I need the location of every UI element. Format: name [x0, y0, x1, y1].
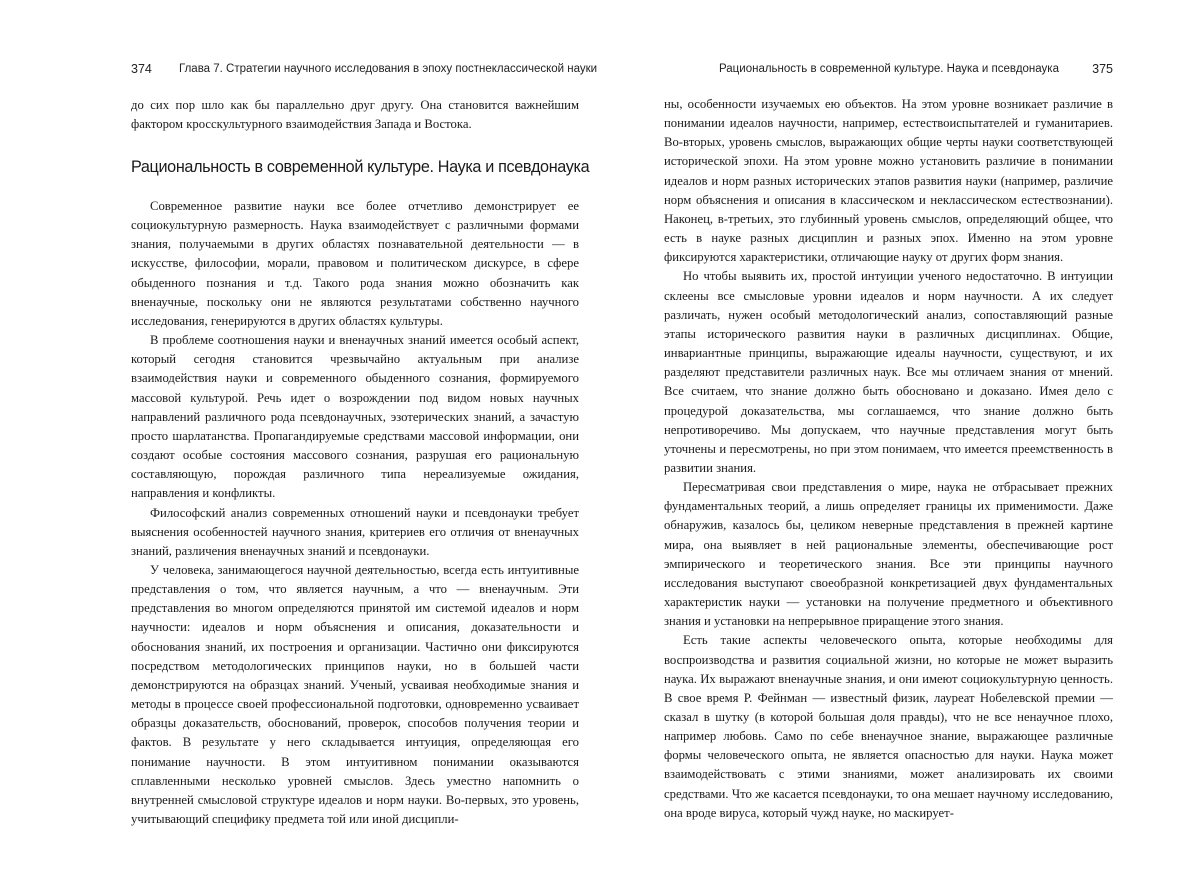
left-page-opening-text	[131, 96, 579, 134]
paragraph: Философский анализ современных отношений науки и псевдонауки требует выяснения особенностей научного знания, критериев его отличия от вненаучных знаний, различения вненаучных знаний и псевдонауки.	[131, 505, 579, 558]
continued-paragraph: ны, особенности изучаемых ею объектов. На этом уровне возникает различие в понимании идеалов научности, например, естествоиспытателей и гуманитариев. Во-вторых, уровень смыслов, выражающих общие черты науки соответствующей исторической эпохи. На этом уровне можно установить различие в понимании идеалов и норм разных исторических этапов развития науки (например, различие норм объяснения и описания в классическом и неклассическом естествознании). Наконец, в-третьих, это глубинный уровень смыслов, определяющий общее, что есть в науке разных дисциплин и разных эпох. Именно на этом уровне фиксируются характеристики, отличающие науку от других форм знания.	[664, 97, 1113, 265]
paragraph: У человека, занимающегося научной деятельностью, всегда есть интуитивные представления о том, что является научным, а что — вненаучным. Эти представления во многом определяются принятой им системой идеалов и норм научности: идеалов и норм объяснения и описания, доказательности и обоснования знаний, их построения и организации. Частично они фиксируются посредством методологических принципов науки, но в большей части демонстрируются на образцах знаний. Ученый, усваивая необходимые знания и методы в процессе своей профессиональной подготовки, одновременно усваивает образцы доказательств, обоснований, проверок, способов получения теории и фактов. В результате у него складывается интуиция, определяющая его понимание научности. В этом интуитивном понимании оказываются сплавленными несколько уровней смыслов. Здесь уместно напомнить о внутренней смысловой структуре идеалов и норм науки. Во-первых, это уровень, учитывающий специфику предмета той или иной дисципли-	[131, 562, 579, 826]
section-title: Рациональность в современной культуре. Наука и псевдонаука	[131, 158, 590, 176]
page-number-right: 375	[1092, 62, 1113, 76]
right-page	[664, 0, 1113, 877]
paragraph: Пересматривая свои представления о мире, наука не отбрасывает прежних фундаментальных теорий, а лишь определяет границы их применимости. Даже обнаружив, казалось бы, целиком неверные представления в прежней картине мира, она выявляет в ней рациональные элементы, обеспечивающие рост эмпирического и теоретического знания. Все эти принципы научного исследования выступают своеобразной конкретизацией двух фундаментальных характеристик науки — установки на получение предметного и объективного знания и установки на непрерывное приращение этого знания.	[664, 480, 1113, 629]
paragraph: Современное развитие науки все более отчетливо демонстрирует ее социокультурную размерность. Наука взаимодействует с различными формами знания, получаемыми в других областях познавательной деятельности — в искусстве, философии, морали, правовом и политическом дискурсе, в сфере обыденного познания и т.д. Такого рода знания можно обозначить как вненаучные, поскольку они не являются результатами собственно научного исследования, генерируются в других областях культуры.	[131, 199, 579, 328]
running-head-title-left: Глава 7. Стратегии научного исследования в эпоху постнеклассической науки	[179, 63, 598, 75]
running-head-title-right: Рациональность в современной культуре. Наука и псевдонаука	[719, 63, 1059, 75]
paragraph: В проблеме соотношения науки и вненаучных знаний имеется особый аспект, который сегодня становится чрезвычайно актуальным при анализе взаимодействия науки и современного обыденного сознания, формируемого массовой культурой. Речь идет о возрождении под видом новых научных направлений различного рода псевдонаучных, эзотерических знаний, а зачастую просто шарлатанства. Пропагандируемые средствами массовой информации, они создают особые состояния массового сознания, разрушая его рациональную составляющую, порождая различного типа нереализуемые ожидания, направления и конфликты.	[131, 333, 579, 501]
paragraph: Есть такие аспекты человеческого опыта, которые необходимы для воспроизводства и развития социальной жизни, но которые не может выразить наука. Их выражают вненаучные знания, и они имеют социокультурную ценность. В свое время Р. Фейнман — известный физик, лауреат Нобелевской премии — сказал в шутку (в которой большая доля правды), что не все ненаучное плохо, например любовь. Само по себе вненаучное знание, выражающее различные формы человеческого опыта, не является опасностью для науки. Наука может взаимодействовать с этими знаниями, может анализировать их своими средствами. Что же касается псевдонауки, то она мешает научному исследованию, она вроде вируса, который чужд науке, но маскирует-	[664, 633, 1113, 820]
left-page	[131, 0, 598, 877]
page-number-left: 374	[131, 62, 152, 76]
continued-paragraph: до сих пор шло как бы параллельно друг другу. Она становится важнейшим фактором кросскультурного взаимодействия Запада и Востока.	[131, 98, 579, 132]
right-page-body	[664, 95, 1113, 823]
running-head-right	[664, 62, 1113, 78]
running-head-left	[131, 62, 598, 78]
paragraph: Но чтобы выявить их, простой интуиции ученого недостаточно. В интуиции склеены все смысловые уровни идеалов и норм научности. А их следует различать, нужен особый методологический анализ, сопоставляющий разные этапы исторического развития науки в различных дисциплинах. Общие, инвариантные принципы, выражающие идеалы научности, существуют, и их разделяют представители различных наук. Все мы отличаем знания от мнений. Все считаем, что знание должно быть обосновано и доказано. Имея дело с процедурой доказательства, мы соглашаемся, что знание должно быть непротиворечиво. Мы допускаем, что научные представления могут быть уточнены и пересмотрены, но при этом понимаем, что имеется преемственность в развитии знания.	[664, 269, 1113, 475]
left-page-body	[131, 197, 579, 829]
